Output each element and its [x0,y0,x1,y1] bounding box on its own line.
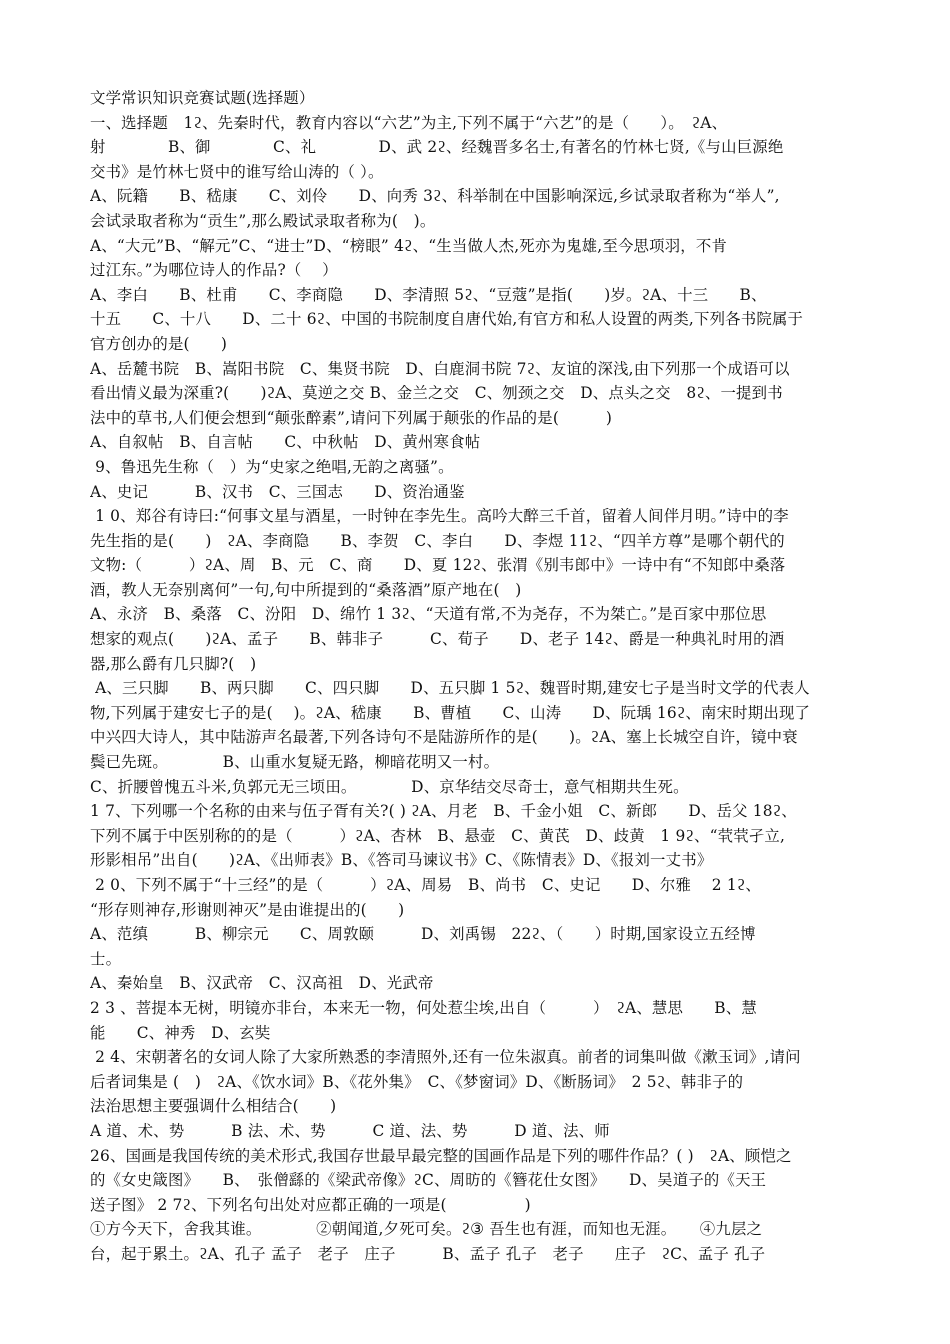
text-line: 法中的草书,人们便会想到“颠张醉素”,请问下列属于颠张的作品的是( ) [90,408,613,427]
text-line: A、三只脚 B、两只脚 C、四只脚 D、五只脚 1 5ϩ、魏晋时期,建安七子是当时文学的代表人 [90,679,810,698]
text-line: 台，起于累土。ϩA、孔子 孟子 老子 庄子 B、孟子 孔子 老子 庄子 ϩC、孟子 孔子 [90,1244,766,1263]
question-text-block [90,111,862,1267]
text-line: 看出情义最为深重?( )ϩA、莫逆之交 B、金兰之交 C、刎颈之交 D、点头之交 8ϩ、一提到书 [90,384,783,403]
exam-document [90,86,862,1267]
text-line: 下列不属于中医别称的的是（ ）ϩA、杏林 B、悬壶 C、黄芪 D、歧黄 1 9ϩ、“茕茕孑立, [90,826,786,845]
text-line: 想家的观点( )ϩA、孟子 B、韩非子 C、荀子 D、老子 14ϩ、爵是一种典礼时用的酒 [90,630,785,649]
text-line: ①方今天下，舍我其谁。 ②朝闻道,夕死可矣。ϩ③ 吾生也有涯，而知也无涯。 ④九层之 [90,1220,763,1239]
text-line: 鬓已先斑。 B、山重水复疑无路，柳暗花明又一村。 [90,753,500,772]
text-line: A、范缜 B、柳宗元 C、周敦颐 D、刘禹锡 22ϩ、（ ）时期,国家设立五经博 [90,925,756,944]
text-line: 1 7、下列哪一个名称的由来与伍子胥有关?( ) ϩA、月老 B、千金小姐 C、新郎 D、岳父 18ϩ、 [90,802,797,821]
text-line: 先生指的是( ) ϩA、李商隐 B、李贺 C、李白 D、李煜 11ϩ、“四羊方尊”是哪个朝代的 [90,531,785,550]
text-line: 2 4、宋朝著名的女词人除了大家所熟悉的李清照外,还有一位朱淑真。前者的词集叫做《漱玉词》,请问 [90,1048,801,1067]
text-line: 能 C、神秀 D、玄奘 [90,1023,271,1042]
text-line: 文物:（ ）ϩA、周 B、元 C、商 D、夏 12ϩ、张渭《别韦郎中》一诗中有“不知郎中桑落 [90,556,786,575]
text-line: 送子图》 2 7ϩ、下列名句出处对应都正确的一项是( ) [90,1195,531,1214]
text-line: 2 0、下列不属于“十三经”的是（ ）ϩA、周易 B、尚书 C、史记 D、尔雅 2 1ϩ、 [90,876,761,894]
text-line: 器,那么爵有几只脚?( ) [90,654,257,673]
text-line: 十五 C、十八 D、二十 6ϩ、中国的书院制度自唐代始,有官方和私人设置的两类,下列各书院属于 [90,310,804,329]
text-line: 中兴四大诗人，其中陆游声名最著,下列各诗句不是陆游所作的是( )。ϩA、塞上长城空自许，镜中衰 [90,728,798,747]
text-line: 后者词集是 ( ) ϩA、《饮水词》B、《花外集》 C、《梦窗词》D、《断肠词》 2 5ϩ、韩非子的 [90,1072,744,1091]
text-line: “形存则神存,形谢则神灭”是由谁提出的( ) [90,900,405,919]
text-line: 交书》是竹林七贤中的谁写给山涛的（ ）。 [90,162,384,181]
text-line: A、岳麓书院 B、嵩阳书院 C、集贤书院 D、白鹿洞书院 7ϩ、友谊的深浅,由下列那一个成语可以 [90,359,790,378]
text-line: 官方创办的是( ) [90,334,228,353]
text-line: A 道、术、势 B 法、术、势 C 道、法、势 D 道、法、师 [90,1121,610,1140]
text-line: A、史记 B、汉书 C、三国志 D、资治通鉴 [90,482,465,501]
text-line: A、永济 B、桑落 C、汾阳 D、绵竹 1 3ϩ、“天道有常,不为尧存，不为桀亡。”是百家中那位思 [90,605,767,624]
text-line: 物,下列属于建安七子的是( )。ϩA、嵇康 B、曹植 C、山涛 D、阮瑀 16ϩ、南宋时期出现了 [90,703,811,722]
text-line: 酒，教人无奈别离何”一句,句中所提到的“桑落酒”原产地在( ) [90,580,522,599]
text-line: 一、选择题 1ϩ、先秦时代，教育内容以“六艺”为主,下列不属于“六艺”的是（ ）。 ϩA、 [90,113,728,132]
text-line: C、折腰曾愧五斗米,负郭元无三顷田。 D、京华结交尽奇士，意气相期共生死。 [90,777,689,796]
text-line: 法治思想主要强调什么相结合( ) [90,1097,337,1116]
text-line: A、秦始皇 B、汉武帝 C、汉高祖 D、光武帝 [90,974,434,993]
text-line: 会试录取者称为“贡生”,那么殿试录取者称为( )。 [90,211,436,230]
text-line: 射 B、御 C、礼 D、武 2ϩ、经魏晋多名士,有著名的竹林七贤,《与山巨源绝 [90,138,784,157]
text-line: 士。 [90,949,122,968]
text-line: 过江东。”为哪位诗人的作品?（ ） [90,261,338,280]
text-line: 的《女史箴图》 B、 张僧繇的《梁武帝像》ϩC、周昉的《簪花仕女图》 D、吴道子的《天王 [90,1171,767,1190]
text-line: A、李白 B、杜甫 C、李商隐 D、李清照 5ϩ、“豆蔻”是指( )岁。ϩA、十三 B、 [90,285,767,304]
text-line: 9、鲁迅先生称（ ）为“史家之绝唱,无韵之离骚”。 [90,457,454,476]
text-line: 形影相吊”出自( )ϩA、《出师表》B、《答司马谏议书》C、《陈情表》D、《报刘一丈书》 [90,851,713,870]
text-line: A、自叙帖 B、自言帖 C、中秋帖 D、黄州寒食帖 [90,433,481,452]
text-line: 26、国画是我国传统的美术形式,我国存世最早最完整的国画作品是下列的哪件作品？( ) ϩA、顾恺之 [90,1146,792,1165]
text-line: 2 3 、菩提本无树，明镜亦非台，本来无一物，何处惹尘埃,出自（ ） ϩA、慧思 B、慧 [90,998,757,1017]
text-line: A、“大元”B、“解元”C、“进士”D、“榜眼” 4ϩ、“生当做人杰,死亦为鬼雄,至今思项羽，不肯 [90,236,728,255]
document-title: 文学常识知识竞赛试题(选择题） [90,89,315,107]
text-line: 1 0、郑谷有诗曰:“何事文星与酒星，一时钟在李先生。高吟大醉三千首，留着人间伴月明。”诗中的李 [90,507,789,526]
text-line: A、阮籍 B、嵇康 C、刘伶 D、向秀 3ϩ、科举制在中国影响深远,乡试录取者称为“举人”, [90,187,780,206]
